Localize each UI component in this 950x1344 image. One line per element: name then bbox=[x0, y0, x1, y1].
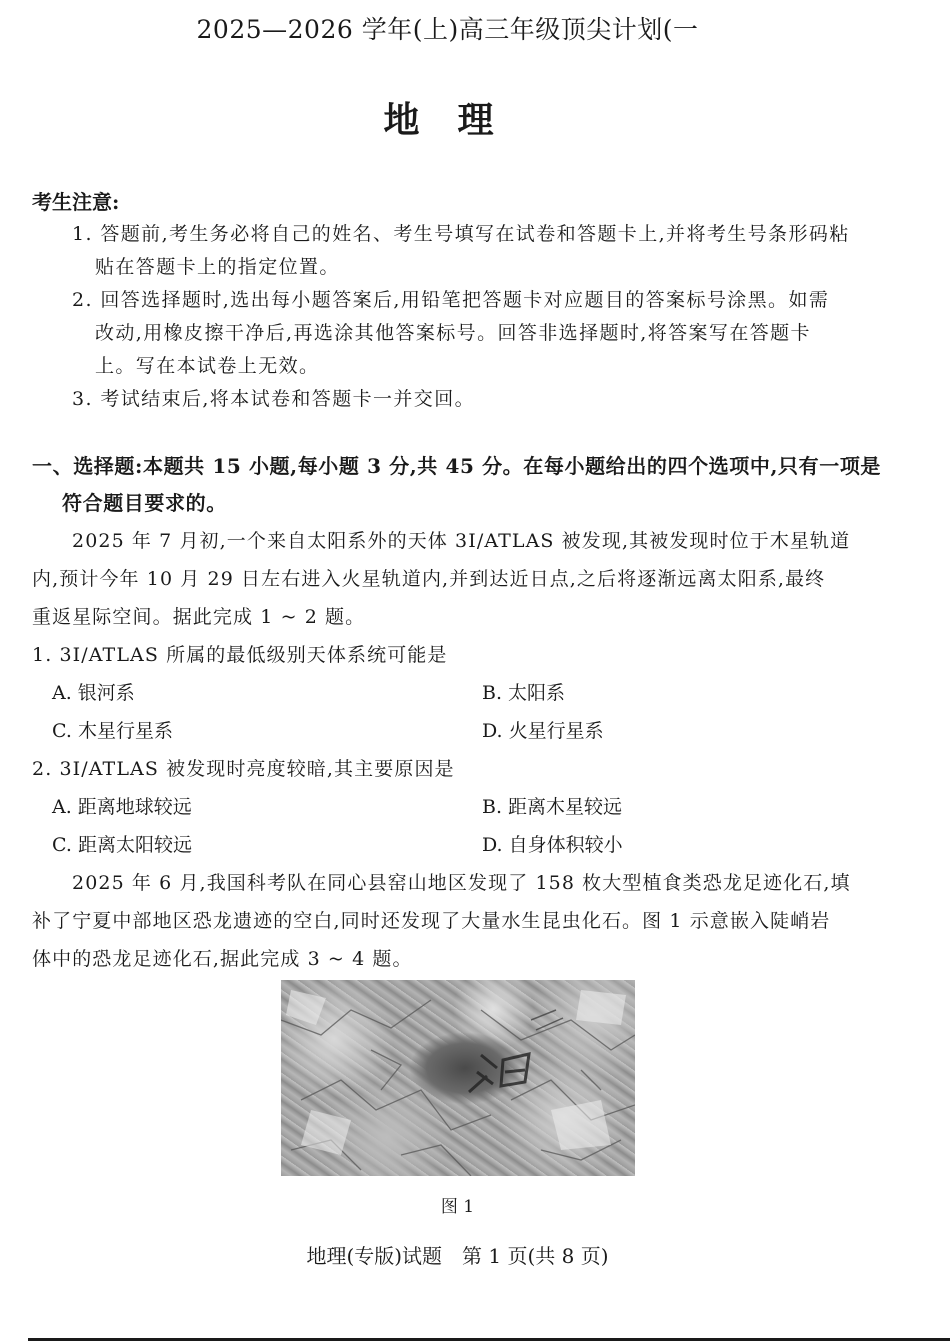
question-2-option-c: C. 距离太阳较远 bbox=[52, 834, 192, 856]
subject-title: 地理 bbox=[383, 99, 532, 141]
page-footer: 地理(专版)试题 第 1 页(共 8 页) bbox=[306, 1244, 609, 1268]
passage-line: 内,预计今年 10 月 29 日左右进入火星轨道内,并到达近日点,之后将逐渐远离太阳系,最终 bbox=[32, 568, 826, 590]
passage-line: 体中的恐龙足迹化石,据此完成 3 ~ 4 题。 bbox=[32, 948, 413, 970]
section-heading-continued: 符合题目要求的。 bbox=[62, 491, 227, 515]
question-2-stem: 2. 3I/ATLAS 被发现时亮度较暗,其主要原因是 bbox=[32, 758, 455, 780]
question-1-stem: 1. 3I/ATLAS 所属的最低级别天体系统可能是 bbox=[32, 644, 448, 666]
notice-line: 3. 考试结束后,将本试卷和答题卡一并交回。 bbox=[72, 388, 476, 410]
passage-line: 2025 年 7 月初,一个来自太阳系外的天体 3I/ATLAS 被发现,其被发现时位于木星轨道 bbox=[72, 530, 851, 552]
rock-texture-icon bbox=[281, 980, 635, 1176]
notice-line: 1. 答题前,考生务必将自己的姓名、考生号填写在试卷和答题卡上,并将考生号条形码粘 bbox=[72, 223, 850, 245]
exam-header: 2025—2026 学年(上)高三年级顶尖计划(一 bbox=[196, 15, 699, 44]
bottom-rule bbox=[28, 1338, 950, 1341]
figure-caption: 图 1 bbox=[440, 1197, 475, 1217]
notice-line: 贴在答题卡上的指定位置。 bbox=[95, 256, 340, 278]
question-1-option-b: B. 太阳系 bbox=[482, 682, 566, 704]
notice-line: 2. 回答选择题时,选出每小题答案后,用铅笔把答题卡对应题目的答案标号涂黑。如需 bbox=[72, 289, 830, 311]
question-2-option-d: D. 自身体积较小 bbox=[482, 834, 623, 856]
question-2-option-b: B. 距离木星较远 bbox=[482, 796, 623, 818]
dinosaur-footprint-photo bbox=[281, 980, 635, 1176]
question-1-option-c: C. 木星行星系 bbox=[52, 720, 173, 742]
notice-heading: 考生注意: bbox=[32, 190, 120, 214]
passage-line: 补了宁夏中部地区恐龙遗迹的空白,同时还发现了大量水生昆虫化石。图 1 示意嵌入陡峭岩 bbox=[32, 910, 831, 932]
question-2-option-a: A. 距离地球较远 bbox=[52, 796, 192, 818]
question-1-option-a: A. 银河系 bbox=[52, 682, 135, 704]
passage-line: 重返星际空间。据此完成 1 ~ 2 题。 bbox=[32, 606, 366, 628]
notice-line: 上。写在本试卷上无效。 bbox=[95, 355, 320, 377]
passage-line: 2025 年 6 月,我国科考队在同心县窑山地区发现了 158 枚大型植食类恐龙足迹化石,填 bbox=[72, 872, 851, 894]
notice-line: 改动,用橡皮擦干净后,再选涂其他答案标号。回答非选择题时,将答案写在答题卡 bbox=[95, 322, 811, 344]
section-heading: 一、选择题:本题共 15 小题,每小题 3 分,共 45 分。在每小题给出的四个选项中,只有一项是 bbox=[32, 454, 882, 478]
question-1-option-d: D. 火星行星系 bbox=[482, 720, 604, 742]
